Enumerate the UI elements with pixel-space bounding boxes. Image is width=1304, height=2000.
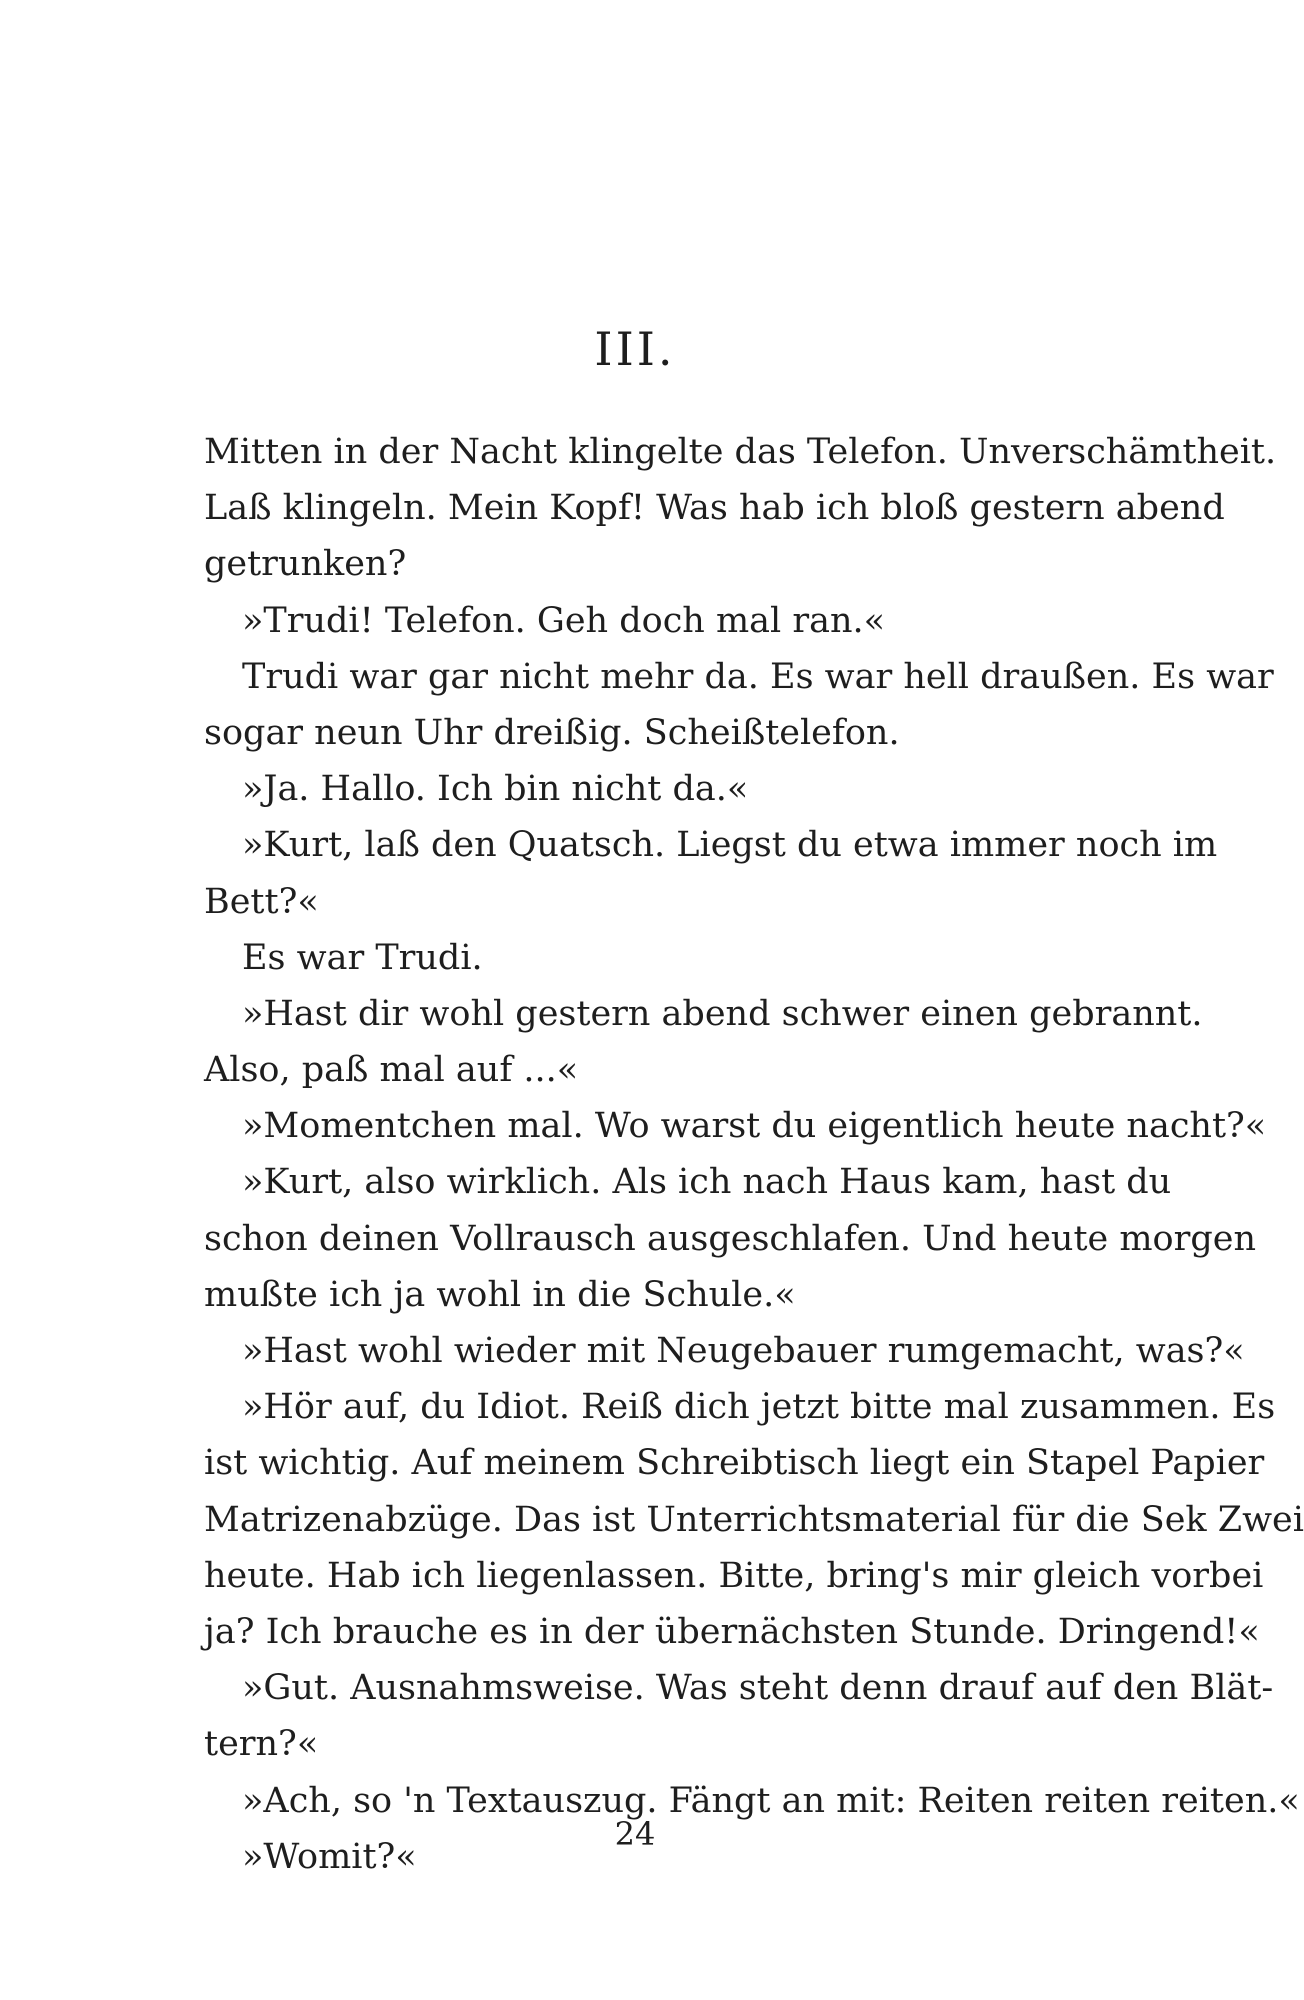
- page-number: 24: [614, 1815, 656, 1853]
- body-text: [204, 424, 1304, 1885]
- text-line: mußte ich ja wohl in die Schule.«: [204, 1274, 796, 1315]
- text-line: »Hör auf, du Idiot. Reiß dich jetzt bitte mal zusammen. Es: [242, 1387, 1276, 1428]
- text-line: getrunken?: [204, 544, 407, 585]
- text-line: »Ach, so 'n Textauszug. Fängt an mit: Reiten reiten reiten.«: [242, 1780, 1300, 1821]
- text-line: Trudi war gar nicht mehr da. Es war hell draußen. Es war: [242, 656, 1274, 697]
- text-line: sogar neun Uhr dreißig. Scheißtelefon.: [204, 712, 900, 753]
- text-line: Bett?«: [204, 881, 319, 922]
- chapter-heading: III.: [594, 322, 676, 376]
- text-line: tern?«: [204, 1724, 319, 1765]
- text-line: »Womit?«: [242, 1836, 417, 1877]
- text-line: Matrizenabzüge. Das ist Unterrichtsmaterial für die Sek Zwei: [204, 1499, 1304, 1540]
- text-line: »Kurt, laß den Quatsch. Liegst du etwa immer noch im: [242, 825, 1218, 866]
- text-line: Laß klingeln. Mein Kopf! Was hab ich bloß gestern abend: [204, 488, 1225, 529]
- text-line: heute. Hab ich liegenlassen. Bitte, bring's mir gleich vorbei: [204, 1555, 1264, 1596]
- text-line: »Ja. Hallo. Ich bin nicht da.«: [242, 769, 749, 810]
- text-line: schon deinen Vollrausch ausgeschlafen. Und heute morgen: [204, 1218, 1256, 1259]
- text-line: Mitten in der Nacht klingelte das Telefon. Unverschämtheit.: [204, 432, 1277, 472]
- text-line: Also, paß mal auf ...«: [204, 1050, 579, 1091]
- text-line: »Hast dir wohl gestern abend schwer einen gebrannt.: [242, 993, 1203, 1034]
- text-line: ja? Ich brauche es in der übernächsten Stunde. Dringend!«: [204, 1611, 1260, 1652]
- text-line: »Gut. Ausnahmsweise. Was steht denn drauf auf den Blät-: [242, 1668, 1274, 1709]
- text-line: »Momentchen mal. Wo warst du eigentlich heute nacht?«: [242, 1106, 1267, 1147]
- text-line: ist wichtig. Auf meinem Schreibtisch liegt ein Stapel Papier: [204, 1443, 1265, 1484]
- text-line: »Trudi! Telefon. Geh doch mal ran.«: [242, 600, 886, 641]
- text-line: »Hast wohl wieder mit Neugebauer rumgemacht, was?«: [242, 1331, 1245, 1371]
- text-line: »Kurt, also wirklich. Als ich nach Haus kam, hast du: [242, 1162, 1172, 1203]
- text-line: Es war Trudi.: [242, 937, 483, 978]
